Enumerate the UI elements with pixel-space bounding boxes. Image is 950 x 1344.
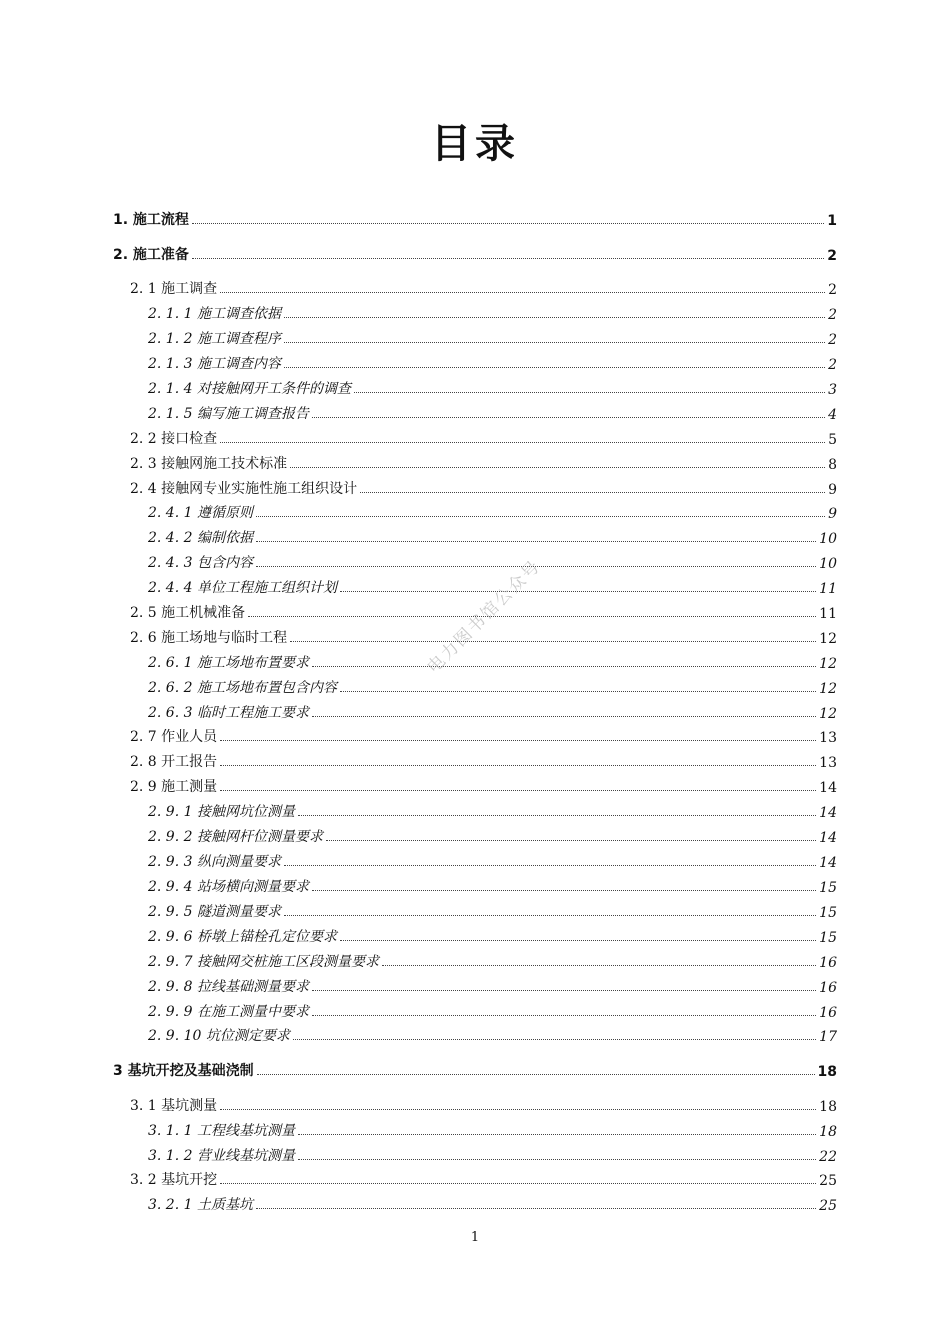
toc-dot-leader xyxy=(298,1133,816,1135)
toc-entry-label: 2. 1. 2 施工调查程序 xyxy=(148,331,281,347)
toc-entry-page: 11 xyxy=(819,606,837,622)
toc-entry[interactable] xyxy=(148,523,837,547)
toc-entry[interactable] xyxy=(148,1190,837,1214)
toc-entry-page: 9 xyxy=(828,482,837,498)
toc-dot-leader xyxy=(340,939,816,941)
toc-dot-leader xyxy=(312,665,816,667)
toc-entry[interactable] xyxy=(148,972,837,996)
toc-dot-leader xyxy=(192,222,824,224)
toc-entry[interactable] xyxy=(148,997,837,1021)
toc-entry-page: 14 xyxy=(819,780,837,796)
toc-dot-leader xyxy=(340,690,816,692)
toc-entry-label: 2. 9. 4 站场横向测量要求 xyxy=(148,879,309,895)
toc-entry[interactable] xyxy=(130,424,837,448)
toc-dot-leader xyxy=(382,964,816,966)
toc-entry-page: 16 xyxy=(819,1005,837,1021)
toc-entry-page: 10 xyxy=(819,556,837,572)
toc-entry-page: 13 xyxy=(819,755,837,771)
toc-entry[interactable] xyxy=(130,474,837,498)
toc-entry-label: 3. 2. 1 土质基坑 xyxy=(148,1197,253,1213)
toc-entry-label: 2. 1. 5 编写施工调查报告 xyxy=(148,406,309,422)
toc-entry[interactable] xyxy=(148,1021,837,1045)
toc-entry-label: 2. 1. 3 施工调查内容 xyxy=(148,356,281,372)
toc-entry-label: 3. 1 基坑测量 xyxy=(130,1098,218,1114)
toc-entry-label: 2. 9. 9 在施工测量中要求 xyxy=(148,1004,309,1020)
toc-entry[interactable] xyxy=(148,673,837,697)
toc-entry-page: 18 xyxy=(819,1099,837,1115)
toc-entry-page: 15 xyxy=(819,930,837,946)
toc-entry[interactable] xyxy=(148,324,837,348)
toc-entry-label: 3. 1. 1 工程线基坑测量 xyxy=(148,1123,295,1139)
toc-entry-page: 2 xyxy=(827,248,837,264)
toc-entry[interactable] xyxy=(148,897,837,921)
toc-entry[interactable] xyxy=(148,1116,837,1140)
toc-dot-leader xyxy=(220,1108,816,1110)
toc-entry-page: 1 xyxy=(827,213,837,229)
toc-entry[interactable] xyxy=(148,349,837,373)
toc-entry-page: 15 xyxy=(819,905,837,921)
toc-dot-leader xyxy=(298,1158,816,1160)
page-number: 1 xyxy=(470,1230,480,1245)
toc-dot-leader xyxy=(290,466,825,468)
toc-dot-leader xyxy=(248,615,816,617)
toc-dot-leader xyxy=(256,1207,816,1209)
toc-entry-label: 3. 2 基坑开挖 xyxy=(130,1172,218,1188)
toc-entry[interactable] xyxy=(113,1056,837,1080)
toc-dot-leader xyxy=(360,491,825,493)
toc-entry-label: 2. 4. 2 编制依据 xyxy=(148,530,253,546)
toc-entry-label: 3. 1. 2 营业线基坑测量 xyxy=(148,1148,295,1164)
toc-entry-label: 2. 9. 2 接触网杆位测量要求 xyxy=(148,829,323,845)
toc-entry-page: 9 xyxy=(828,506,837,522)
toc-entry[interactable] xyxy=(113,240,837,264)
toc-entry-page: 10 xyxy=(819,531,837,547)
toc-entry-label: 2. 1. 1 施工调查依据 xyxy=(148,306,281,322)
toc-dot-leader xyxy=(354,391,825,393)
toc-entry[interactable] xyxy=(130,1091,837,1115)
page-title: 目录 xyxy=(431,121,519,167)
toc-dot-leader xyxy=(284,316,825,318)
toc-dot-leader xyxy=(312,416,825,418)
toc-entry[interactable] xyxy=(130,772,837,796)
toc-entry[interactable] xyxy=(148,498,837,522)
toc-entry-label: 2. 5 施工机械准备 xyxy=(130,605,246,621)
toc-entry[interactable] xyxy=(148,822,837,846)
toc-entry[interactable] xyxy=(130,274,837,298)
toc-dot-leader xyxy=(284,366,825,368)
toc-entry[interactable] xyxy=(148,797,837,821)
toc-entry-page: 17 xyxy=(819,1029,837,1045)
toc-dot-leader xyxy=(220,291,825,293)
toc-entry-page: 4 xyxy=(828,407,837,423)
toc-entry-page: 15 xyxy=(819,880,837,896)
toc-entry-page: 3 xyxy=(828,382,837,398)
toc-dot-leader xyxy=(220,1182,816,1184)
toc-dot-leader xyxy=(284,914,816,916)
toc-entry-label: 2. 7 作业人员 xyxy=(130,729,218,745)
toc-entry-label: 2. 9 施工测量 xyxy=(130,779,218,795)
toc-entry-label: 2. 施工准备 xyxy=(113,247,189,263)
toc-entry-page: 2 xyxy=(828,307,837,323)
toc-dot-leader xyxy=(220,764,816,766)
toc-entry-page: 8 xyxy=(828,457,837,473)
toc-entry-label: 2. 2 接口检查 xyxy=(130,431,218,447)
toc-entry-label: 2. 6. 3 临时工程施工要求 xyxy=(148,705,309,721)
toc-dot-leader xyxy=(192,257,824,259)
toc-entry[interactable] xyxy=(148,872,837,896)
toc-entry[interactable] xyxy=(148,698,837,722)
toc-entry-page: 16 xyxy=(819,955,837,971)
toc-entry-label: 2. 9. 10 坑位测定要求 xyxy=(148,1028,290,1044)
toc-entry-label: 2. 1 施工调查 xyxy=(130,281,218,297)
toc-entry-label: 2. 4. 1 遵循原则 xyxy=(148,505,253,521)
toc-entry[interactable] xyxy=(148,399,837,423)
toc-entry[interactable] xyxy=(148,922,837,946)
toc-entry[interactable] xyxy=(148,548,837,572)
toc-entry-page: 11 xyxy=(819,581,837,597)
toc-entry-page: 12 xyxy=(819,656,837,672)
toc-entry-page: 22 xyxy=(819,1149,837,1165)
toc-entry-label: 2. 6. 2 施工场地布置包含内容 xyxy=(148,680,337,696)
toc-dot-leader xyxy=(257,1073,815,1075)
toc-dot-leader xyxy=(298,814,816,816)
toc-dot-leader xyxy=(312,989,816,991)
toc-entry[interactable] xyxy=(148,299,837,323)
toc-entry-label: 2. 9. 8 拉线基础测量要求 xyxy=(148,979,309,995)
toc-entry[interactable] xyxy=(130,1165,837,1189)
toc-entry[interactable] xyxy=(148,374,837,398)
toc-dot-leader xyxy=(326,839,816,841)
toc-dot-leader xyxy=(312,715,816,717)
toc-entry-label: 3 基坑开挖及基础浇制 xyxy=(113,1063,254,1079)
toc-dot-leader xyxy=(284,864,816,866)
toc-dot-leader xyxy=(220,739,816,741)
toc-entry-page: 14 xyxy=(819,855,837,871)
toc-dot-leader xyxy=(293,1038,816,1040)
toc-entry[interactable] xyxy=(148,1141,837,1165)
toc-entry[interactable] xyxy=(148,648,837,672)
toc-entry-label: 2. 1. 4 对接触网开工条件的调查 xyxy=(148,381,351,397)
toc-entry-page: 25 xyxy=(819,1198,837,1214)
toc-entry-page: 18 xyxy=(817,1064,837,1080)
toc-entry-page: 16 xyxy=(819,980,837,996)
toc-entry[interactable] xyxy=(130,449,837,473)
toc-dot-leader xyxy=(312,1014,816,1016)
toc-entry-label: 2. 6. 1 施工场地布置要求 xyxy=(148,655,309,671)
toc-entry[interactable] xyxy=(148,947,837,971)
toc-entry-page: 14 xyxy=(819,830,837,846)
toc-entry-page: 12 xyxy=(819,681,837,697)
toc-entry-label: 2. 8 开工报告 xyxy=(130,754,218,770)
toc-entry[interactable] xyxy=(113,205,837,229)
toc-entry-page: 12 xyxy=(819,706,837,722)
toc-entry-page: 12 xyxy=(819,631,837,647)
toc-entry-page: 13 xyxy=(819,730,837,746)
toc-entry-page: 25 xyxy=(819,1173,837,1189)
toc-dot-leader xyxy=(312,889,816,891)
toc-entry[interactable] xyxy=(148,847,837,871)
toc-entry-label: 2. 9. 7 接触网交桩施工区段测量要求 xyxy=(148,954,379,970)
toc-dot-leader xyxy=(220,441,825,443)
toc-entry-label: 2. 4 接触网专业实施性施工组织设计 xyxy=(130,481,358,497)
toc-entry-page: 14 xyxy=(819,805,837,821)
toc-entry-label: 2. 9. 5 隧道测量要求 xyxy=(148,904,281,920)
toc-entry-label: 2. 4. 3 包含内容 xyxy=(148,555,253,571)
toc-entry-page: 2 xyxy=(828,332,837,348)
toc-dot-leader xyxy=(220,789,816,791)
toc-dot-leader xyxy=(256,515,825,517)
toc-entry[interactable] xyxy=(130,722,837,746)
toc-entry-label: 2. 6 施工场地与临时工程 xyxy=(130,630,288,646)
toc-entry[interactable] xyxy=(130,747,837,771)
toc-entry-label: 2. 9. 1 接触网坑位测量 xyxy=(148,804,295,820)
toc-entry-label: 1. 施工流程 xyxy=(113,212,189,228)
toc-entry-label: 2. 9. 6 桥墩上锚栓孔定位要求 xyxy=(148,929,337,945)
toc-entry-page: 18 xyxy=(819,1124,837,1140)
toc-dot-leader xyxy=(340,590,816,592)
toc-entry-label: 2. 4. 4 单位工程施工组织计划 xyxy=(148,580,337,596)
toc-entry-page: 2 xyxy=(828,282,837,298)
toc-entry-page: 2 xyxy=(828,357,837,373)
toc-dot-leader xyxy=(256,540,816,542)
toc-dot-leader xyxy=(284,341,825,343)
watermark: 电力图书馆公众号 xyxy=(423,556,546,678)
toc-entry-label: 2. 9. 3 纵向测量要求 xyxy=(148,854,281,870)
toc-dot-leader xyxy=(290,640,816,642)
toc-entry-page: 5 xyxy=(828,432,837,448)
toc-entry-label: 2. 3 接触网施工技术标准 xyxy=(130,456,288,472)
